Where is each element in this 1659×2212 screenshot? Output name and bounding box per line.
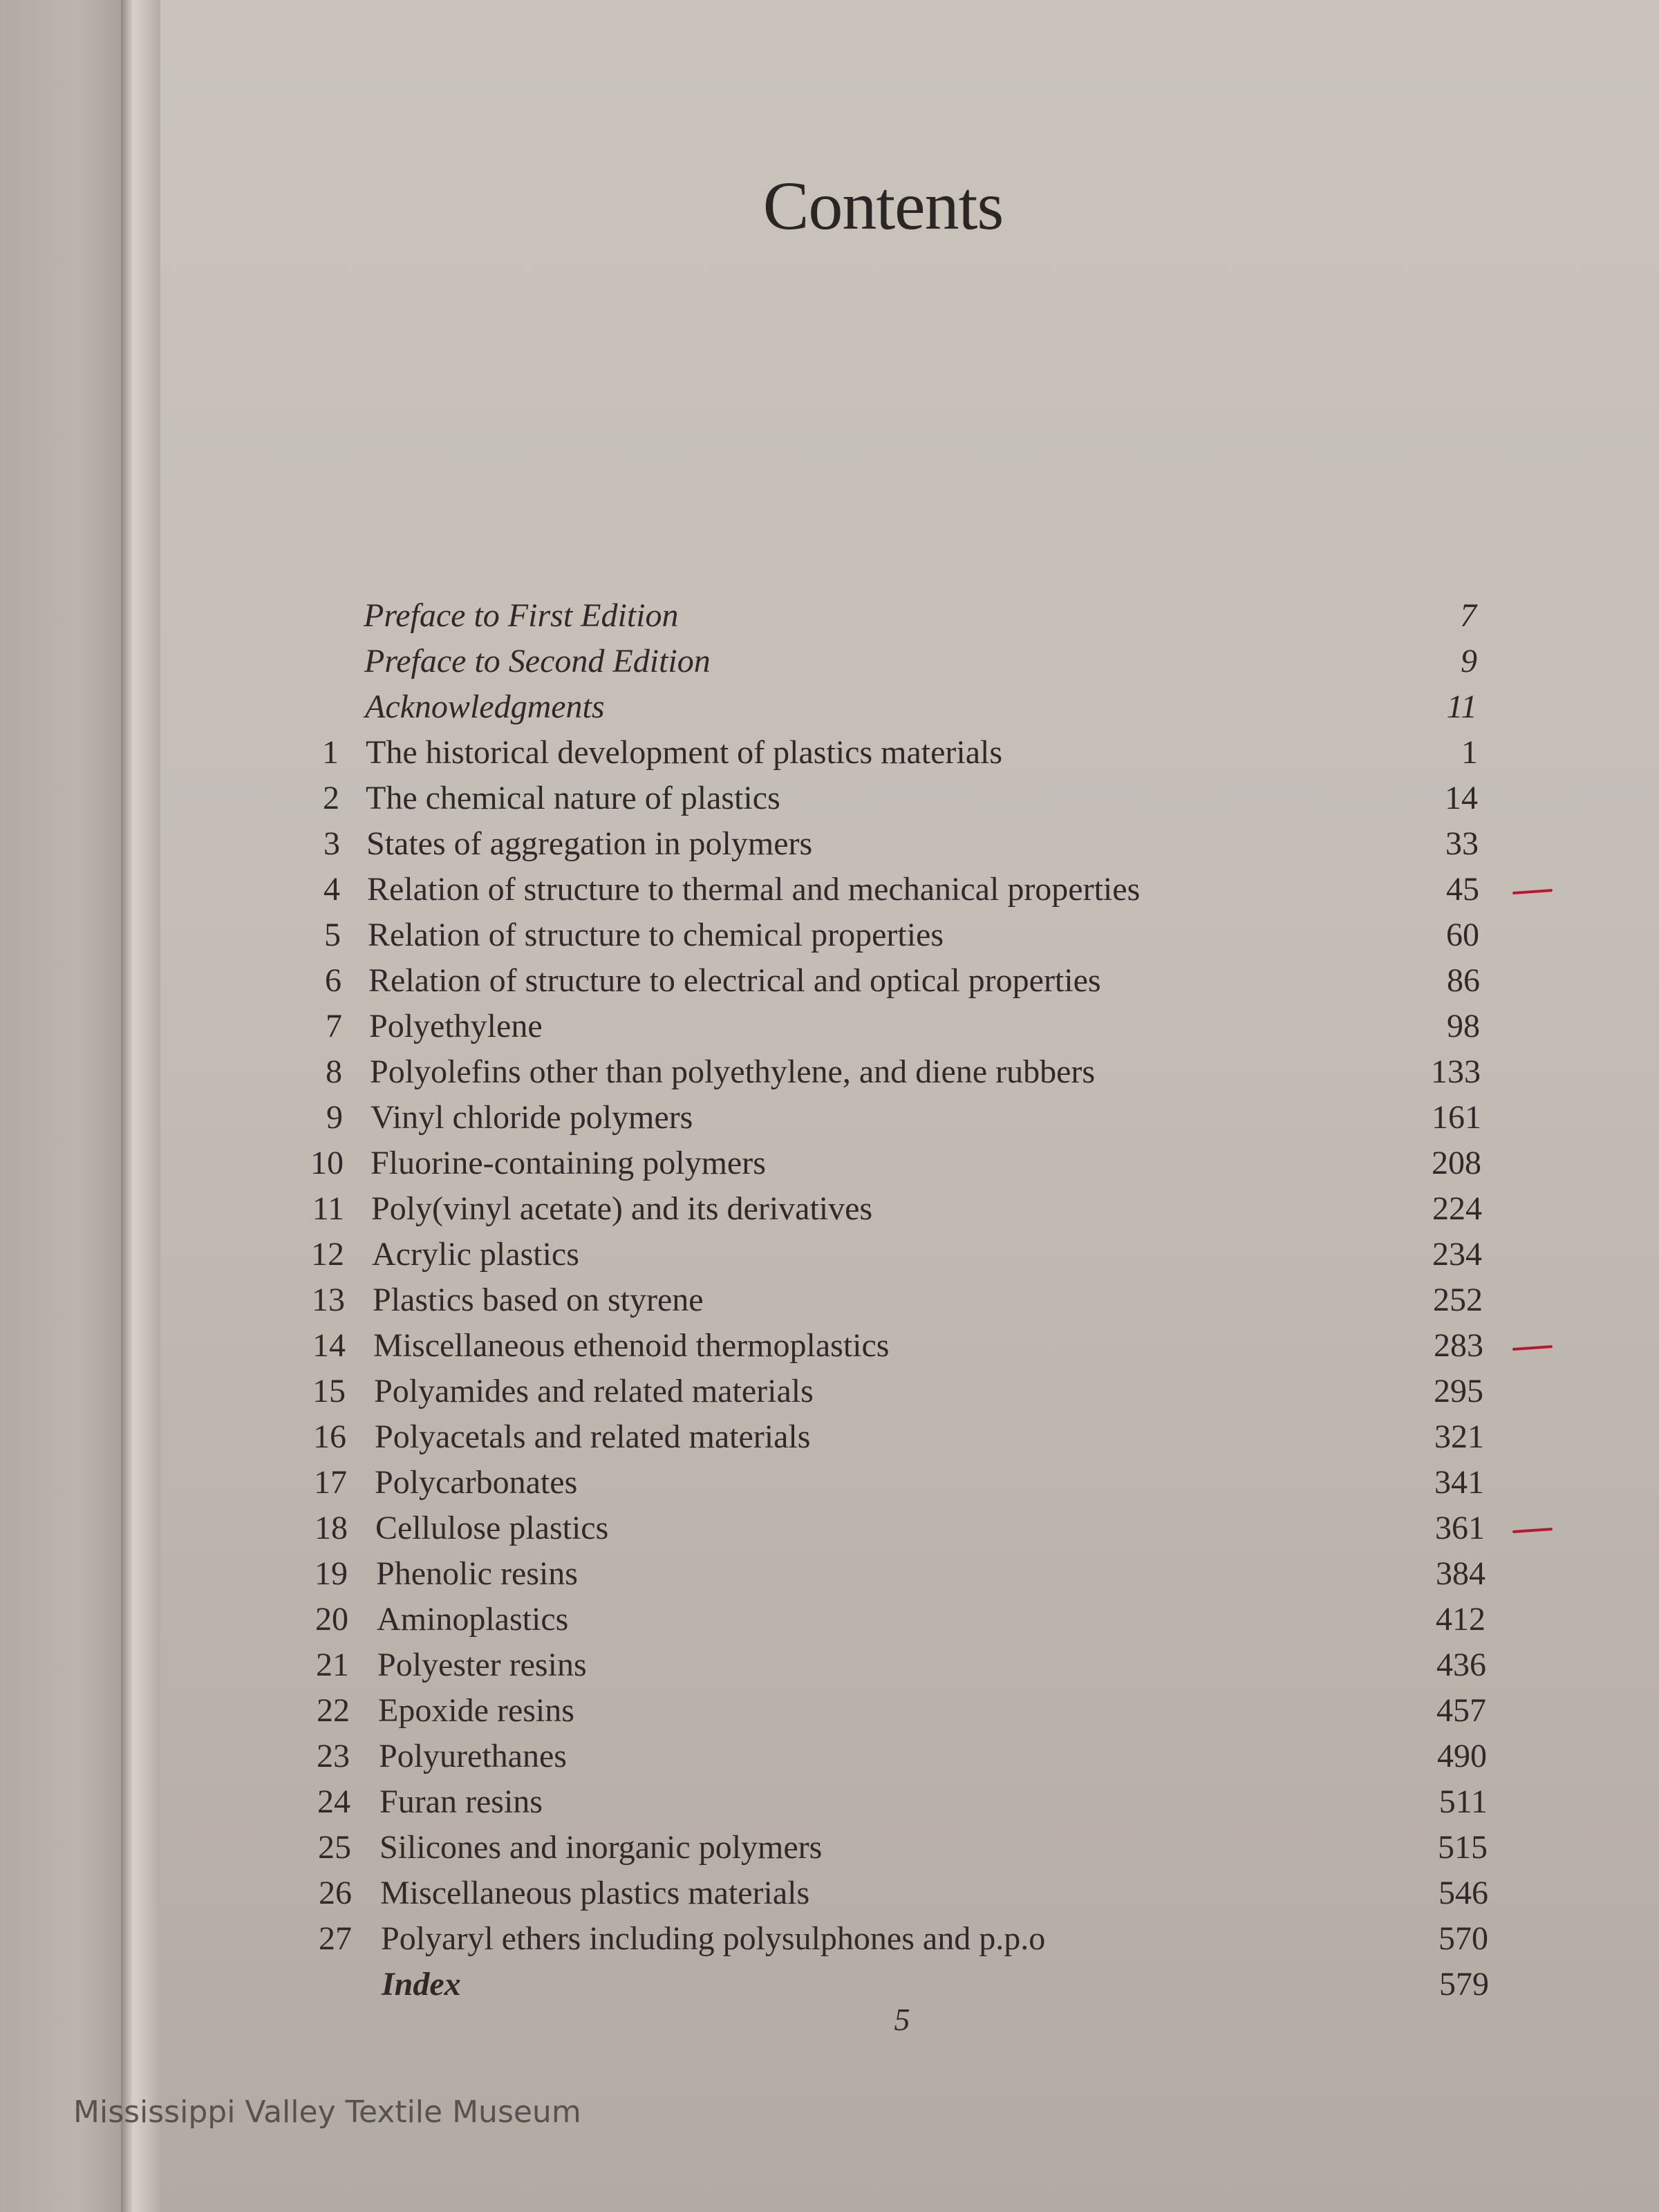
toc-entry xyxy=(0,1962,1659,2007)
chapter-number: 4 xyxy=(324,871,340,908)
toc-entry xyxy=(0,593,1659,639)
page-number: 295 xyxy=(1434,1373,1483,1409)
toc-entry xyxy=(0,1277,1659,1323)
red-pencil-mark xyxy=(1512,1345,1553,1351)
page-number: 361 xyxy=(1435,1510,1485,1546)
chapter-title: Polycarbonates xyxy=(375,1464,578,1501)
chapter-number: 25 xyxy=(318,1829,351,1866)
chapter-title: Poly(vinyl acetate) and its derivatives xyxy=(371,1190,873,1227)
chapter-title: Preface to Second Edition xyxy=(364,643,711,679)
toc-entry xyxy=(0,776,1659,821)
chapter-title: Polyaryl ethers including polysulphones and p.p.o xyxy=(381,1920,1046,1957)
toc-entry xyxy=(0,867,1659,912)
page-number: 412 xyxy=(1436,1601,1485,1638)
toc-entry xyxy=(0,1551,1659,1597)
chapter-number: 13 xyxy=(312,1282,345,1318)
chapter-number: 21 xyxy=(316,1647,349,1683)
page-number: 252 xyxy=(1433,1282,1483,1318)
chapter-number: 8 xyxy=(326,1053,342,1090)
chapter-number: 12 xyxy=(311,1236,344,1273)
toc-entry xyxy=(0,1004,1659,1049)
page-number: 384 xyxy=(1436,1555,1485,1592)
page-number: 511 xyxy=(1438,1783,1488,1820)
chapter-number: 26 xyxy=(319,1875,352,1911)
page-number: 570 xyxy=(1438,1920,1488,1957)
chapter-title: Plastics based on styrene xyxy=(373,1282,704,1318)
chapter-number: 27 xyxy=(319,1920,352,1957)
page-number: 11 xyxy=(1446,688,1477,725)
page-number: 321 xyxy=(1434,1418,1484,1455)
chapter-number: 9 xyxy=(326,1099,343,1136)
toc-entry xyxy=(0,1734,1659,1779)
toc-entry xyxy=(0,1049,1659,1095)
chapter-title: The historical development of plastics materials xyxy=(366,734,1003,771)
chapter-number: 19 xyxy=(315,1555,348,1592)
page-number: 1 xyxy=(1461,734,1478,771)
page-number: 14 xyxy=(1445,780,1478,816)
chapter-number: 14 xyxy=(312,1327,346,1364)
chapter-title: Acrylic plastics xyxy=(372,1236,579,1273)
page-number: 283 xyxy=(1434,1327,1483,1364)
chapter-title: Polyurethanes xyxy=(379,1738,567,1774)
page-number: 33 xyxy=(1445,825,1479,862)
chapter-title: Relation of structure to thermal and mechanical properties xyxy=(367,871,1141,908)
page-number: 457 xyxy=(1436,1692,1486,1729)
red-pencil-mark xyxy=(1512,1528,1553,1533)
chapter-number: 16 xyxy=(313,1418,346,1455)
chapter-title: Vinyl chloride polymers xyxy=(371,1099,693,1136)
page-number: 546 xyxy=(1438,1875,1488,1911)
chapter-number: 3 xyxy=(324,825,340,862)
chapter-title: Polyacetals and related materials xyxy=(375,1418,811,1455)
page-number: 133 xyxy=(1431,1053,1481,1090)
page-number: 161 xyxy=(1432,1099,1481,1136)
page-number: 436 xyxy=(1436,1647,1486,1683)
page-number: 579 xyxy=(1439,1966,1489,2003)
chapter-number: 6 xyxy=(325,962,341,999)
chapter-number: 7 xyxy=(326,1008,342,1044)
toc-entry xyxy=(0,730,1659,776)
page-number: 490 xyxy=(1437,1738,1487,1774)
toc-entry xyxy=(0,1095,1659,1141)
watermark-text: Mississippi Valley Textile Museum xyxy=(73,2094,581,2130)
toc-entry xyxy=(0,1232,1659,1277)
toc-entry xyxy=(0,1779,1659,1825)
chapter-title: Index xyxy=(382,1966,461,2003)
page-number: 9 xyxy=(1461,643,1477,679)
chapter-number: 1 xyxy=(322,734,339,771)
chapter-number: 18 xyxy=(315,1510,348,1546)
chapter-title: Phenolic resins xyxy=(376,1555,578,1592)
chapter-title: Acknowledgments xyxy=(365,688,605,725)
chapter-title: Polyester resins xyxy=(377,1647,587,1683)
toc-entry xyxy=(0,1460,1659,1506)
chapter-title: States of aggregation in polymers xyxy=(366,825,813,862)
toc-entry xyxy=(0,1323,1659,1369)
toc-entry xyxy=(0,912,1659,958)
chapter-title: Fluorine-containing polymers xyxy=(371,1145,766,1181)
page-number: 86 xyxy=(1447,962,1480,999)
page-number: 224 xyxy=(1432,1190,1482,1227)
chapter-number: 17 xyxy=(314,1464,347,1501)
chapter-title: Polyethylene xyxy=(369,1008,543,1044)
toc-entry xyxy=(0,684,1659,730)
chapter-number: 20 xyxy=(315,1601,348,1638)
page-number: 60 xyxy=(1446,917,1479,953)
toc-entry xyxy=(0,1186,1659,1232)
chapter-title: Relation of structure to chemical properties xyxy=(368,917,944,953)
page-number: 98 xyxy=(1447,1008,1480,1044)
page-number: 208 xyxy=(1432,1145,1481,1181)
chapter-title: Polyamides and related materials xyxy=(374,1373,814,1409)
chapter-title: The chemical nature of plastics xyxy=(366,780,780,816)
page-number: 45 xyxy=(1446,871,1479,908)
toc-entry xyxy=(0,639,1659,684)
chapter-title: Silicones and inorganic polymers xyxy=(379,1829,823,1866)
toc-entry xyxy=(0,821,1659,867)
chapter-number: 10 xyxy=(310,1145,344,1181)
toc-entry xyxy=(0,1871,1659,1916)
chapter-title: Epoxide resins xyxy=(378,1692,574,1729)
chapter-number: 15 xyxy=(312,1373,346,1409)
page-number: 341 xyxy=(1434,1464,1484,1501)
toc-entry xyxy=(0,1688,1659,1734)
chapter-number: 2 xyxy=(323,780,339,816)
page-number: 7 xyxy=(1460,597,1477,634)
toc-entry xyxy=(0,1141,1659,1186)
toc-entry xyxy=(0,1916,1659,1962)
toc-entry xyxy=(0,1597,1659,1642)
red-pencil-mark xyxy=(1512,889,1553,894)
chapter-number: 24 xyxy=(317,1783,350,1820)
toc-entry xyxy=(0,1506,1659,1551)
page-title: Contents xyxy=(762,167,1004,244)
page-number: 515 xyxy=(1438,1829,1488,1866)
chapter-title: Relation of structure to electrical and optical properties xyxy=(368,962,1101,999)
chapter-title: Furan resins xyxy=(379,1783,543,1820)
toc-entry xyxy=(0,958,1659,1004)
chapter-number: 23 xyxy=(317,1738,350,1774)
chapter-title: Miscellaneous plastics materials xyxy=(380,1875,810,1911)
toc-entry xyxy=(0,1825,1659,1871)
chapter-title: Cellulose plastics xyxy=(375,1510,609,1546)
chapter-number: 11 xyxy=(312,1190,344,1227)
toc-entry xyxy=(0,1414,1659,1460)
chapter-number: 22 xyxy=(317,1692,350,1729)
page-number: 234 xyxy=(1432,1236,1482,1273)
chapter-title: Aminoplastics xyxy=(377,1601,569,1638)
chapter-number: 5 xyxy=(324,917,341,953)
chapter-title: Polyolefins other than polyethylene, and diene rubbers xyxy=(370,1053,1096,1090)
toc-entry xyxy=(0,1642,1659,1688)
chapter-title: Miscellaneous ethenoid thermoplastics xyxy=(373,1327,890,1364)
page-folio: 5 xyxy=(894,2002,910,2037)
toc-entry xyxy=(0,1369,1659,1414)
chapter-title: Preface to First Edition xyxy=(364,597,679,634)
